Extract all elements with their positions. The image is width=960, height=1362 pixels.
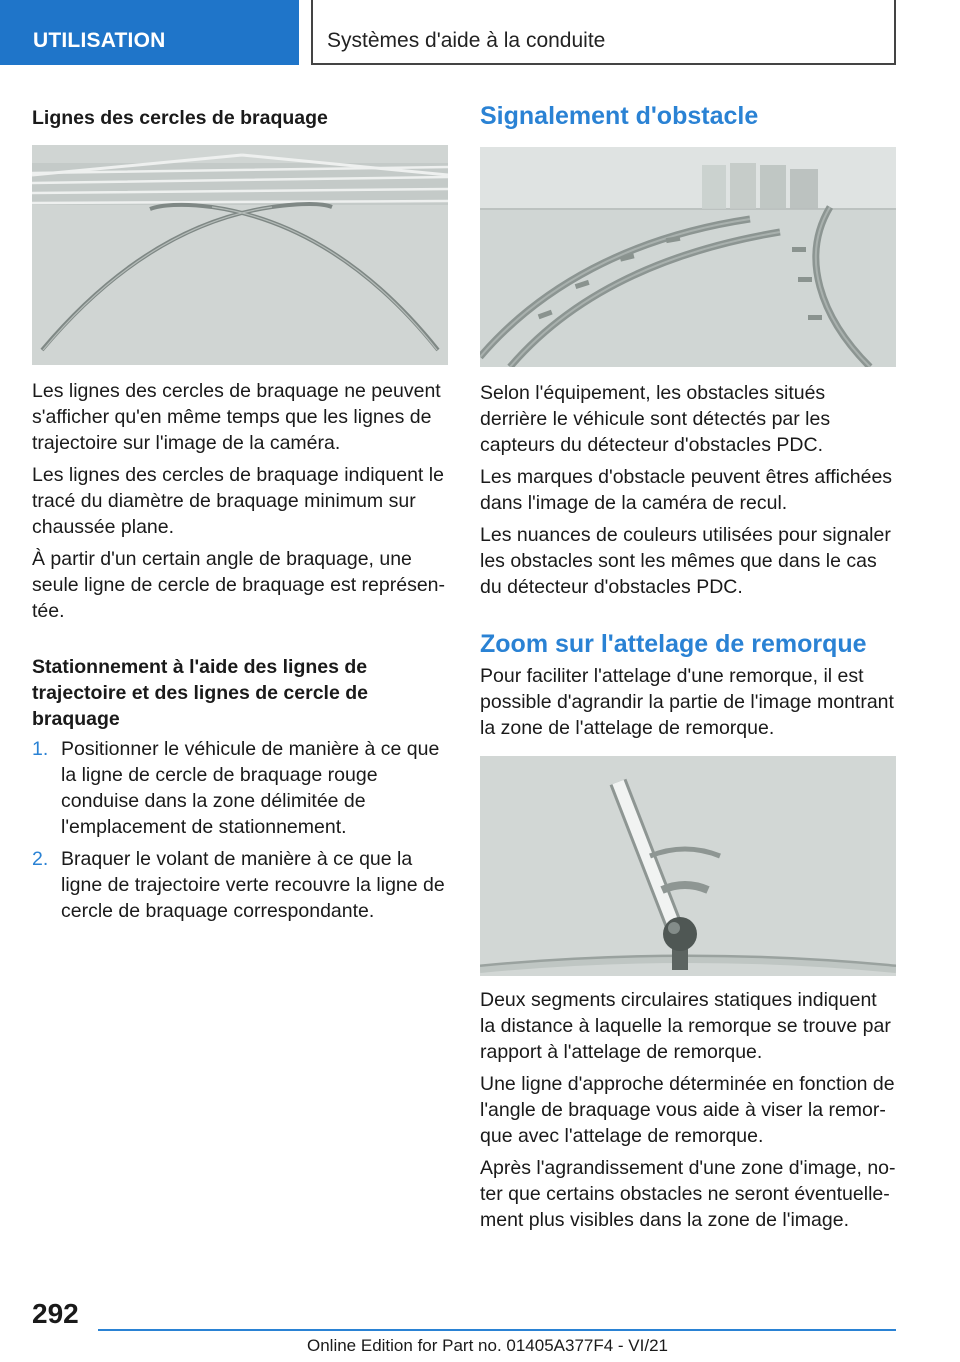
section-title: UTILISATION <box>33 29 166 52</box>
list-item <box>32 736 448 840</box>
parking-instructions <box>32 654 448 930</box>
paragraph: Les marques d'obstacle peuvent êtres affichées dans l'image de la caméra de recul. <box>480 466 893 514</box>
obstacle-text <box>480 380 896 600</box>
obstacle-heading-block <box>480 101 896 131</box>
obstacle-marking-illustration <box>480 147 896 367</box>
paragraph: Les lignes des cercles de braquage indiquent le tracé du diamètre de braquage minimum sur chaussée plane. <box>32 464 444 538</box>
trailer-zoom-heading: Zoom sur l'attelage de remorque <box>480 630 867 658</box>
paragraph: Les nuances de couleurs utilisées pour signaler les obstacles sont les mêmes que dans le cas du détecteur d'obstacles PDC. <box>480 524 891 598</box>
trailer-hitch-text <box>480 987 896 1233</box>
section-tab <box>0 0 299 65</box>
paragraph: Après l'agrandissement d'une zone d'image, noter que certains obstacles ne seront éventuellement plus visibles dans la zone de l'image. <box>480 1157 896 1231</box>
trailer-zoom-section <box>480 629 896 741</box>
steering-circle-lines-illustration <box>32 145 448 365</box>
step-number: 1. <box>32 738 49 760</box>
parking-steps-list <box>32 736 448 924</box>
paragraph: Selon l'équipement, les obstacles situés derrière le véhicule sont détectés par les capteurs du détecteur d'obstacles PDC. <box>480 382 831 456</box>
page-number: 292 <box>32 1298 79 1329</box>
paragraph: Une ligne d'approche déterminée en fonction de l'angle de braquage vous aide à viser la remorque avec l'attelage de remorque. <box>480 1073 895 1147</box>
footer-divider <box>98 1329 896 1331</box>
parking-heading: Stationnement à l'aide des lignes de trajectoire et des lignes de cercle de braquage <box>32 656 368 730</box>
paragraph: Pour faciliter l'attelage d'une remorque, il est possible d'agrandir la partie de l'image montrant la zone de l'attelage de remorque. <box>480 665 894 739</box>
chapter-box <box>311 0 896 65</box>
step-number: 2. <box>32 848 49 870</box>
obstacle-marking-image <box>480 147 896 367</box>
steering-circle-heading: Lignes des cercles de braquage <box>32 107 328 129</box>
step-text: Positionner le véhicule de manière à ce que la ligne de cercle de braquage rouge conduise dans la zone délimitée de l'emplacement de stationnement. <box>61 738 440 838</box>
chapter-title: Systèmes d'aide à la conduite <box>327 29 606 52</box>
steering-circle-text <box>32 378 448 624</box>
edition-note: Online Edition for Part no. 01405A377F4 - VI/21 <box>307 1336 669 1355</box>
paragraph: Deux segments circulaires statiques indiquent la distance à laquelle la remorque se trouve par rapport à l'attelage de remorque. <box>480 989 891 1063</box>
obstacle-heading: Signalement d'obstacle <box>480 102 759 130</box>
paragraph: À partir d'un certain angle de braquage, une seule ligne de cercle de braquage est représentée. <box>32 548 446 622</box>
step-text: Braquer le volant de manière à ce que la ligne de trajectoire verte recouvre la ligne de cercle de braquage correspondante. <box>61 848 445 922</box>
paragraph: Les lignes des cercles de braquage ne peuvent s'afficher qu'en même temps que les lignes de trajectoire sur l'image de la caméra. <box>32 380 441 454</box>
list-item <box>32 846 448 924</box>
steering-circle-lines-image <box>32 145 448 365</box>
steering-circle-heading-block <box>32 105 448 131</box>
trailer-hitch-illustration <box>480 756 896 976</box>
trailer-hitch-image <box>480 756 896 976</box>
